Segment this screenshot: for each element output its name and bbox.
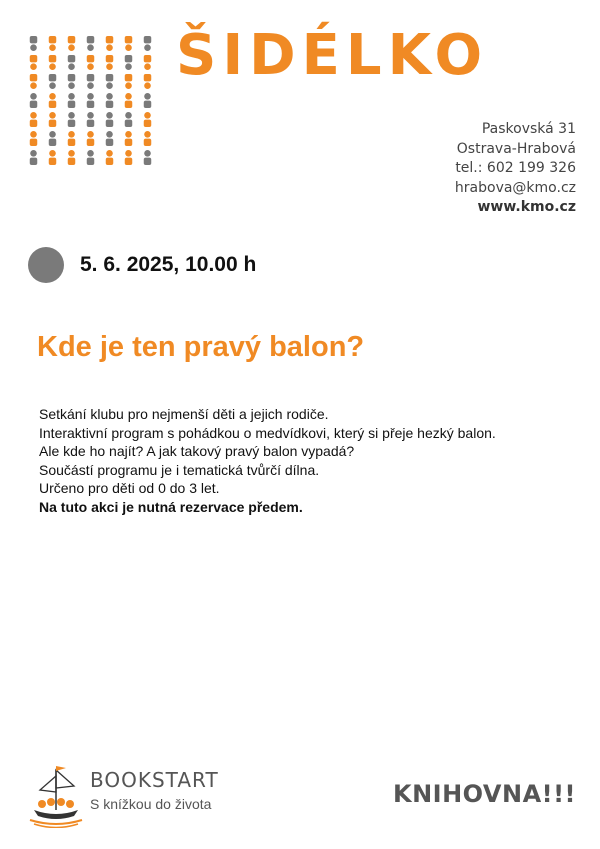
contact-block [455, 120, 576, 218]
description-line: Setkání klubu pro nejmenší děti a jejich rodiče. [39, 406, 329, 422]
event-title: Kde je ten pravý balon? [37, 331, 365, 363]
bullet-dot-icon [28, 247, 64, 283]
description-line: Určeno pro děti od 0 do 3 let. [39, 480, 220, 496]
event-description [39, 405, 584, 516]
contact-email[interactable]: hrabova@kmo.cz [454, 179, 576, 196]
knihovna-logo: KNIHOVNA!!! [392, 780, 576, 808]
bookstart-subtitle: S knížkou do života [90, 796, 212, 812]
people-grid-icon [26, 36, 160, 172]
contact-phone: tel.: 602 199 326 [455, 160, 576, 176]
description-line: Součástí programu je i tematická tvůrčí dílna. [39, 461, 320, 478]
reservation-note: Na tuto akci je nutná rezervace předem. [39, 498, 303, 515]
contact-street: Paskovská 31 [481, 121, 576, 137]
contact-city: Ostrava-Hrabová [456, 140, 576, 157]
bookstart-logo [26, 758, 226, 828]
bookstart-title: BOOKSTART [90, 768, 219, 792]
description-line: Ale kde ho najít? A jak takový pravý balon vypadá? [39, 443, 355, 459]
brand-title: ŠIDÉLKO [176, 23, 489, 88]
event-datetime: 5. 6. 2025, 10.00 h [80, 253, 257, 276]
event-date-row [28, 246, 256, 284]
description-line: Interaktivní program s pohádkou o medvídkovi, který si přeje hezký balon. [39, 424, 496, 441]
contact-web[interactable]: www.kmo.cz [477, 199, 576, 215]
book-ship-icon [26, 758, 86, 828]
